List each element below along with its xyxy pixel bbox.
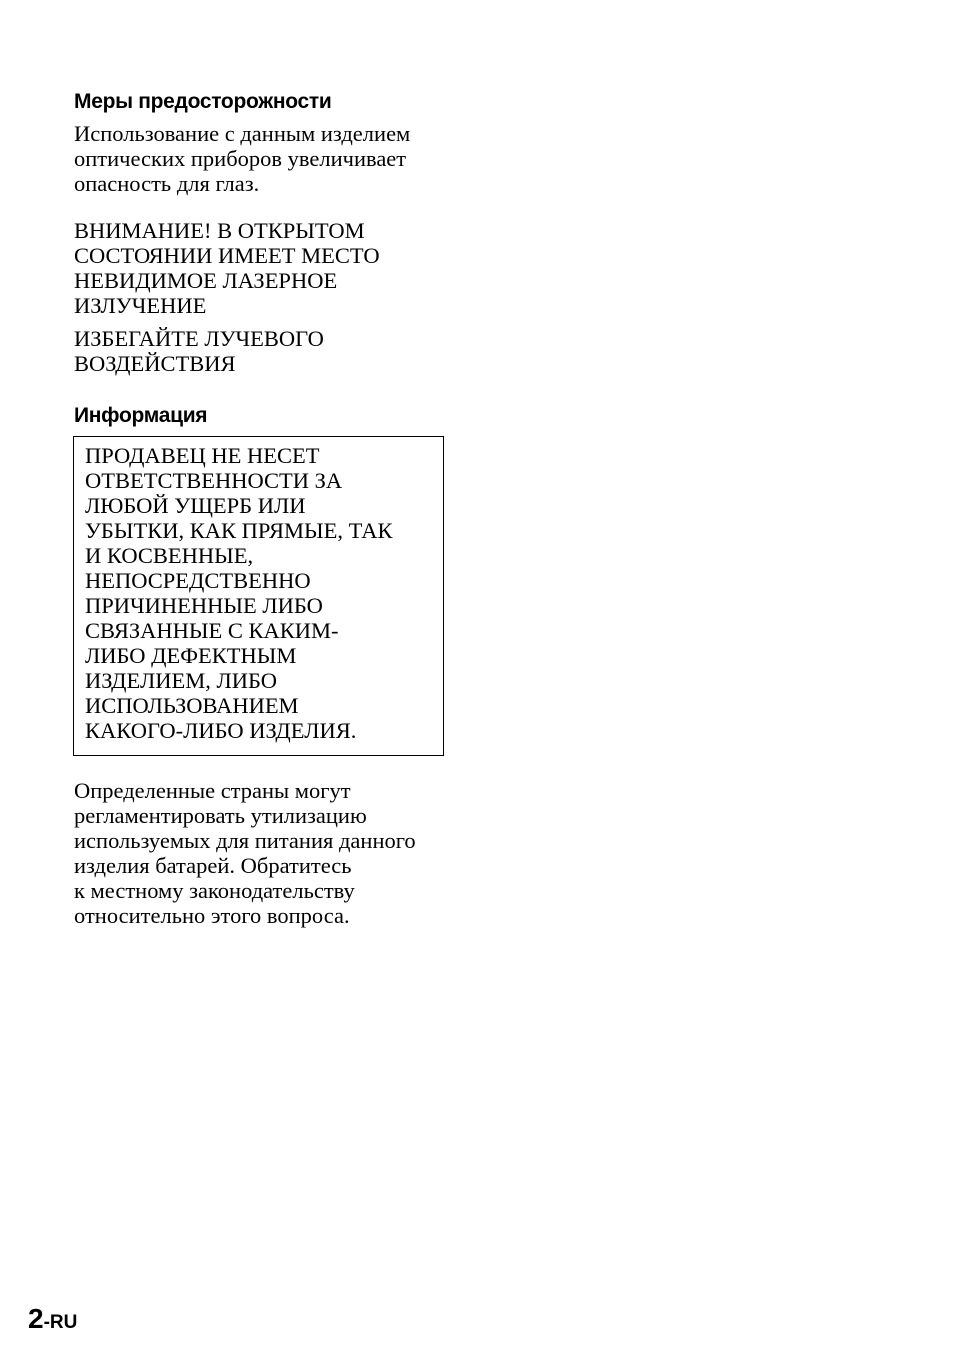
laser-warning-text: ВНИМАНИЕ! В ОТКРЫТОМ СОСТОЯНИИ ИМЕЕТ МЕСТО НЕВИДИМОЕ ЛАЗЕРНОЕ ИЗЛУЧЕНИЕ — [74, 218, 380, 318]
precautions-heading: Меры предосторожности — [74, 90, 332, 113]
precautions-text: Использование с данным изделием оптических приборов увеличивает опасность для глаз. — [74, 121, 411, 196]
page-number — [28, 1304, 77, 1339]
battery-disposal-text: Определенные страны могут регламентировать утилизацию используемых для питания данного изделия батарей. Обратитесь к местному законодательству относительно этого вопроса. — [74, 778, 416, 928]
page-number-value: 2 — [28, 1303, 44, 1334]
information-heading: Информация — [74, 404, 208, 427]
liability-notice-box — [73, 436, 444, 756]
page-number-suffix: -RU — [43, 1312, 78, 1333]
avoid-exposure-text: ИЗБЕГАЙТЕ ЛУЧЕВОГО ВОЗДЕЙСТВИЯ — [74, 326, 324, 376]
liability-notice-text: ПРОДАВЕЦ НЕ НЕСЕТ ОТВЕТСТВЕННОСТИ ЗА ЛЮБОЙ УЩЕРБ ИЛИ УБЫТКИ, КАК ПРЯМЫЕ, ТАК И КОСВЕННЫЕ, НЕПОСРЕДСТВЕННО ПРИЧИНЕННЫЕ ЛИБО СВЯЗАННЫЕ С КАКИМ- ЛИБО ДЕФЕКТНЫМ ИЗДЕЛИЕМ, ЛИБО ИСПОЛЬЗОВАНИЕМ КАКОГО-ЛИБО ИЗДЕЛИЯ. — [85, 443, 393, 743]
